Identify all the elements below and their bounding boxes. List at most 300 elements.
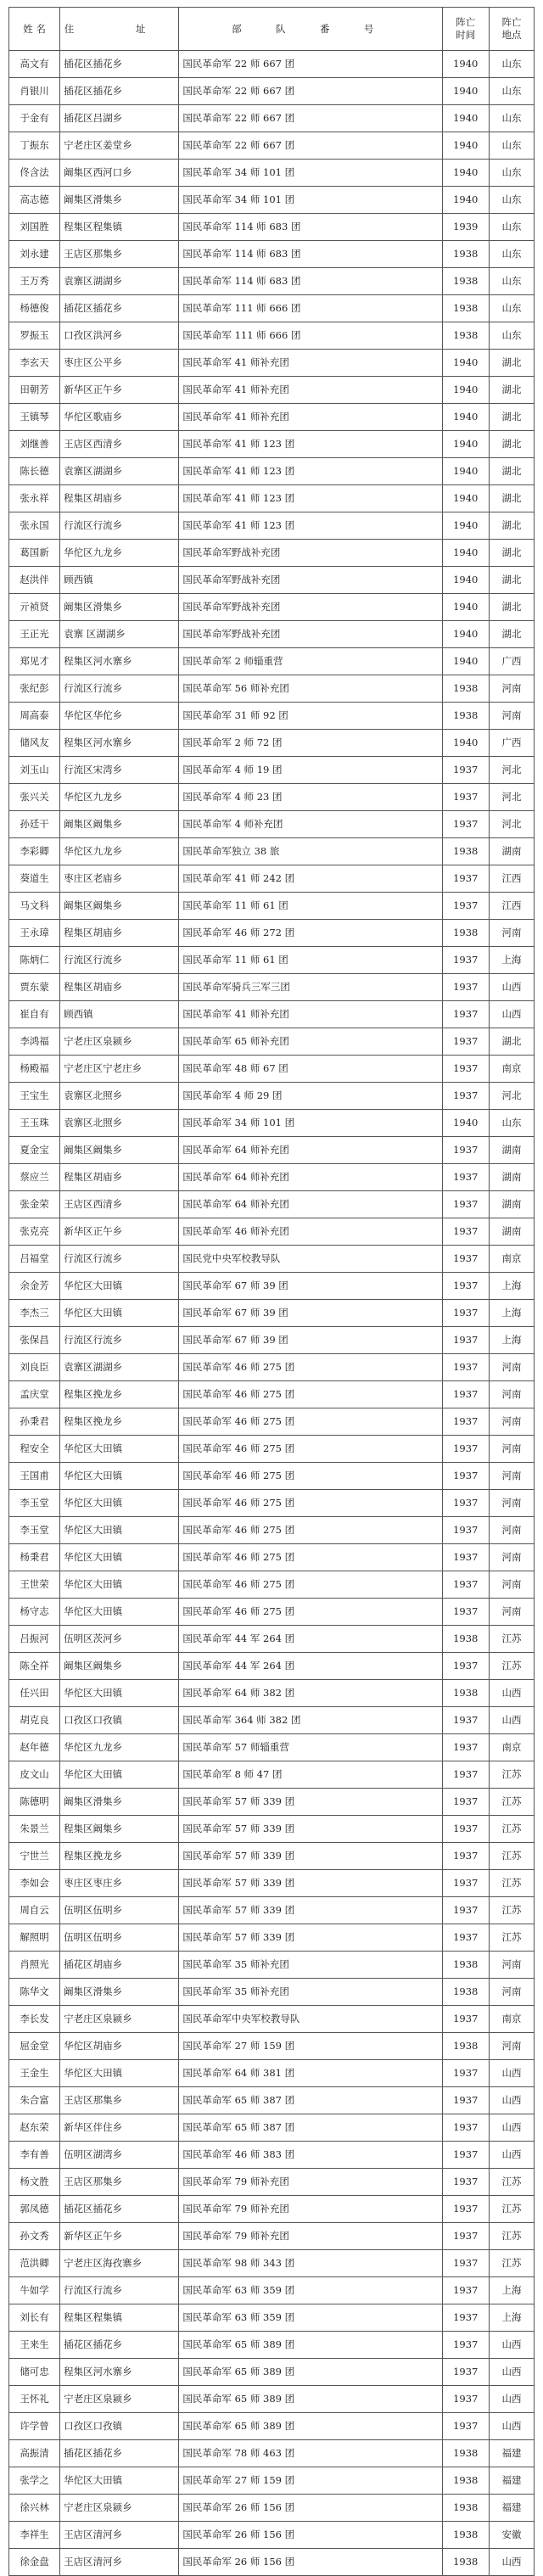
cell-death-year: 1937 (442, 1734, 489, 1761)
cell-name: 陈炳仁 (9, 947, 60, 974)
cell-unit: 国民革命军 11 师 61 团 (179, 947, 442, 974)
cell-death-place: 江苏 (489, 1761, 534, 1789)
cell-death-place: 湖南 (489, 1191, 534, 1218)
cell-name: 张保昌 (9, 1327, 60, 1354)
cell-unit: 国民革命军 46 师 275 团 (179, 1571, 442, 1599)
cell-name: 贾东蒙 (9, 974, 60, 1001)
cell-name: 李彩卿 (9, 838, 60, 865)
cell-unit: 国民革命军 111 师 666 团 (179, 295, 442, 322)
cell-death-year: 1937 (442, 2332, 489, 2359)
cell-death-place: 山西 (489, 974, 534, 1001)
cell-unit: 国民革命军 2 师 72 团 (179, 730, 442, 757)
cell-death-place: 河南 (489, 1436, 534, 1463)
cell-death-place: 福建 (489, 2495, 534, 2522)
cell-address: 程集区阚集乡 (60, 1816, 179, 1843)
cell-death-year: 1940 (442, 730, 489, 757)
cell-address: 阚集区西河口乡 (60, 160, 179, 187)
cell-name: 吕振河 (9, 1626, 60, 1653)
cell-death-year: 1937 (442, 1924, 489, 1952)
cell-unit: 国民革命军 67 师 39 团 (179, 1300, 442, 1327)
cell-unit: 国民革命军 78 师 463 团 (179, 2440, 442, 2467)
cell-address: 新华区正午乡 (60, 2223, 179, 2250)
cell-name: 徐金盘 (9, 2549, 60, 2576)
table-row (9, 920, 535, 947)
table-row (9, 2060, 535, 2087)
cell-name: 杨德俊 (9, 295, 60, 322)
cell-unit: 国民革命军 46 师 275 团 (179, 1381, 442, 1408)
cell-death-year: 1938 (442, 920, 489, 947)
table-row (9, 2413, 535, 2440)
cell-death-place: 湖北 (489, 458, 534, 485)
table-row (9, 1381, 535, 1408)
cell-death-year: 1937 (442, 1381, 489, 1408)
cell-name: 葵道生 (9, 865, 60, 893)
cell-name: 高振清 (9, 2440, 60, 2467)
cell-death-year: 1937 (442, 2006, 489, 2033)
cell-death-year: 1937 (442, 1789, 489, 1816)
table-row (9, 1218, 535, 1246)
cell-unit: 国民革命军 41 师 242 团 (179, 865, 442, 893)
table-row (9, 1544, 535, 1571)
cell-unit: 国民革命军 63 师 359 团 (179, 2304, 442, 2332)
cell-death-place: 江苏 (489, 1897, 534, 1924)
cell-death-place: 湖北 (489, 1028, 534, 1056)
cell-death-year: 1938 (442, 1979, 489, 2006)
cell-unit: 国民革命军 35 师补充团 (179, 1979, 442, 2006)
cell-death-place: 河南 (489, 1490, 534, 1517)
cell-address: 阚集区阚集乡 (60, 811, 179, 838)
table-row (9, 377, 535, 404)
cell-death-place: 广西 (489, 730, 534, 757)
cell-address: 枣庄区公平乡 (60, 350, 179, 377)
cell-death-year: 1938 (442, 2549, 489, 2576)
table-row (9, 1191, 535, 1218)
cell-address: 华佗区九龙乡 (60, 784, 179, 811)
table-row (9, 2277, 535, 2304)
cell-death-year: 1937 (442, 811, 489, 838)
cell-death-year: 1938 (442, 1680, 489, 1707)
cell-address: 阚集区滑集乡 (60, 594, 179, 621)
cell-name: 皮文山 (9, 1761, 60, 1789)
table-row (9, 1028, 535, 1056)
cell-name: 刘长有 (9, 2304, 60, 2332)
cell-name: 王宝生 (9, 1083, 60, 1110)
cell-unit: 国民革命军 79 师补充团 (179, 2196, 442, 2223)
cell-name: 亓祯贤 (9, 594, 60, 621)
cell-name: 刘永建 (9, 241, 60, 268)
cell-death-year: 1938 (442, 295, 489, 322)
cell-address: 伍明区茨河乡 (60, 1626, 179, 1653)
cell-death-place: 山东 (489, 1110, 534, 1137)
cell-address: 插花区插花乡 (60, 78, 179, 105)
cell-address: 华佗区大田镇 (60, 2060, 179, 2087)
table-row (9, 2142, 535, 2169)
cell-death-place: 河南 (489, 1408, 534, 1436)
cell-address: 程集区河水寨乡 (60, 648, 179, 675)
cell-name: 储风友 (9, 730, 60, 757)
cell-address: 行流区行流乡 (60, 1327, 179, 1354)
cell-name: 马文科 (9, 893, 60, 920)
table-row (9, 2440, 535, 2467)
cell-unit: 国民革命军野战补充团 (179, 567, 442, 594)
cell-address: 插花区插花乡 (60, 2196, 179, 2223)
cell-name: 赵东荣 (9, 2114, 60, 2142)
cell-death-place: 山西 (489, 2114, 534, 2142)
cell-death-place: 河南 (489, 1354, 534, 1381)
cell-address: 程集区挽龙乡 (60, 1408, 179, 1436)
cell-name: 王玉珠 (9, 1110, 60, 1137)
cell-death-place: 河北 (489, 784, 534, 811)
cell-unit: 国民革命军 57 师 339 团 (179, 1789, 442, 1816)
cell-address: 华佗区大田镇 (60, 1599, 179, 1626)
cell-death-place: 山西 (489, 2142, 534, 2169)
table-row (9, 1626, 535, 1653)
cell-death-place: 山东 (489, 78, 534, 105)
table-row (9, 540, 535, 567)
cell-death-year: 1939 (442, 214, 489, 241)
cell-death-place: 江苏 (489, 2250, 534, 2277)
cell-unit: 国民革命军 22 师 667 团 (179, 132, 442, 160)
cell-unit: 国民革命军 41 师补充团 (179, 350, 442, 377)
cell-death-place: 上海 (489, 2304, 534, 2332)
cell-name: 夏金宝 (9, 1137, 60, 1164)
table-row (9, 2006, 535, 2033)
cell-address: 王店区那集乡 (60, 2169, 179, 2196)
cell-death-place: 江苏 (489, 2196, 534, 2223)
cell-address: 阚集区阚集乡 (60, 893, 179, 920)
cell-address: 宁老庄区泉颍乡 (60, 1028, 179, 1056)
table-row (9, 1110, 535, 1137)
cell-death-year: 1937 (442, 1083, 489, 1110)
cell-unit: 国民革命军 98 师 343 团 (179, 2250, 442, 2277)
cell-address: 插花区胡庙乡 (60, 1952, 179, 1979)
table-row (9, 594, 535, 621)
cell-name: 刘国胜 (9, 214, 60, 241)
cell-unit: 国民革命军 46 师 275 团 (179, 1490, 442, 1517)
cell-address: 伍明区湖湾乡 (60, 2142, 179, 2169)
cell-death-place: 河南 (489, 675, 534, 703)
table-row (9, 838, 535, 865)
cell-death-year: 1937 (442, 1707, 489, 1734)
cell-unit: 国民革命军 57 师 339 团 (179, 1870, 442, 1897)
cell-death-place: 河南 (489, 1979, 534, 2006)
cell-name: 陈全祥 (9, 1653, 60, 1680)
cell-unit: 国民革命军 65 师 387 团 (179, 2087, 442, 2114)
cell-death-place: 湖北 (489, 540, 534, 567)
cell-death-place: 河北 (489, 811, 534, 838)
cell-death-year: 1940 (442, 1110, 489, 1137)
cell-unit: 国民革命军 8 师 47 团 (179, 1761, 442, 1789)
cell-address: 伍明区伍明乡 (60, 1897, 179, 1924)
cell-name: 郭凤德 (9, 2196, 60, 2223)
cell-unit: 国民革命军 41 师补充团 (179, 377, 442, 404)
cell-address: 宁老庄区泉颍乡 (60, 2006, 179, 2033)
cell-death-year: 1937 (442, 1354, 489, 1381)
cell-name: 葛国新 (9, 540, 60, 567)
cell-death-place: 山东 (489, 214, 534, 241)
table-row (9, 2467, 535, 2495)
cell-death-place: 湖南 (489, 1218, 534, 1246)
cell-address: 口孜区口孜镇 (60, 1707, 179, 1734)
cell-address: 程集区程集镇 (60, 214, 179, 241)
cell-name: 刘良臣 (9, 1354, 60, 1381)
cell-address: 华佗区胡庙乡 (60, 2033, 179, 2060)
cell-address: 华佗区九龙乡 (60, 838, 179, 865)
cell-death-place: 江苏 (489, 1816, 534, 1843)
cell-address: 插花区插花乡 (60, 295, 179, 322)
cell-death-year: 1938 (442, 675, 489, 703)
cell-unit: 国民革命军 26 师 156 团 (179, 2522, 442, 2549)
cell-unit: 国民革命军 65 师 389 团 (179, 2386, 442, 2413)
cell-death-year: 1940 (442, 512, 489, 540)
table-row (9, 757, 535, 784)
cell-death-year: 1938 (442, 703, 489, 730)
cell-death-year: 1937 (442, 1544, 489, 1571)
cell-death-place: 福建 (489, 2467, 534, 2495)
cell-address: 华佗区大田镇 (60, 1544, 179, 1571)
cell-name: 赵洪伴 (9, 567, 60, 594)
cell-death-place: 山西 (489, 2060, 534, 2087)
table-row (9, 2114, 535, 2142)
cell-address: 袁寨区北照乡 (60, 1110, 179, 1137)
table-row (9, 1761, 535, 1789)
cell-death-year: 1937 (442, 1137, 489, 1164)
table-row (9, 865, 535, 893)
cell-death-year: 1940 (442, 458, 489, 485)
cell-name: 张永国 (9, 512, 60, 540)
cell-death-place: 山东 (489, 268, 534, 295)
table-row (9, 1843, 535, 1870)
cell-death-year: 1937 (442, 2277, 489, 2304)
table-row (9, 893, 535, 920)
cell-name: 孙廷干 (9, 811, 60, 838)
cell-death-year: 1937 (442, 2304, 489, 2332)
table-row (9, 1327, 535, 1354)
cell-death-year: 1937 (442, 784, 489, 811)
cell-address: 宁老庄区泉颍乡 (60, 2495, 179, 2522)
cell-death-place: 江苏 (489, 2169, 534, 2196)
cell-unit: 国民革命军 34 师 101 团 (179, 160, 442, 187)
cell-name: 李长发 (9, 2006, 60, 2033)
cell-unit: 国民革命军 57 师 339 团 (179, 1924, 442, 1952)
cell-death-year: 1938 (442, 2522, 489, 2549)
cell-death-place: 山东 (489, 187, 534, 214)
cell-death-year: 1937 (442, 1870, 489, 1897)
cell-death-place: 河南 (489, 1599, 534, 1626)
table-row (9, 1164, 535, 1191)
cell-death-place: 湖南 (489, 1137, 534, 1164)
cell-address: 王店区那集乡 (60, 241, 179, 268)
cell-death-year: 1938 (442, 1626, 489, 1653)
table-row (9, 431, 535, 458)
cell-death-place: 湖北 (489, 350, 534, 377)
cell-name: 蔡应兰 (9, 1164, 60, 1191)
cell-address: 程集区胡庙乡 (60, 1164, 179, 1191)
cell-death-place: 江西 (489, 893, 534, 920)
cell-name: 张学之 (9, 2467, 60, 2495)
cell-name: 杨文胜 (9, 2169, 60, 2196)
cell-death-year: 1940 (442, 160, 489, 187)
table-row (9, 1273, 535, 1300)
cell-unit: 国民革命军 26 师 156 团 (179, 2495, 442, 2522)
cell-address: 顾西镇 (60, 567, 179, 594)
cell-unit: 国民革命军 41 师 123 团 (179, 512, 442, 540)
cell-unit: 国民革命军 27 师 159 团 (179, 2467, 442, 2495)
cell-name: 杨守志 (9, 1599, 60, 1626)
table-row (9, 1870, 535, 1897)
cell-address: 袁寨区北照乡 (60, 1083, 179, 1110)
cell-address: 行流区行流乡 (60, 947, 179, 974)
cell-unit: 国民革命军 65 师补充团 (179, 1028, 442, 1056)
table-row (9, 1734, 535, 1761)
cell-death-year: 1937 (442, 2114, 489, 2142)
table-row (9, 1056, 535, 1083)
table-row (9, 1490, 535, 1517)
cell-address: 行流区行流乡 (60, 512, 179, 540)
cell-death-year: 1940 (442, 648, 489, 675)
cell-death-place: 山西 (489, 1707, 534, 1734)
cell-address: 行流区行流乡 (60, 2277, 179, 2304)
table-body (9, 51, 535, 2576)
cell-address: 行流区行流乡 (60, 1246, 179, 1273)
cell-death-year: 1937 (442, 2250, 489, 2277)
cell-address: 阚集区滑集乡 (60, 1789, 179, 1816)
cell-death-place: 山东 (489, 132, 534, 160)
cell-address: 华佗区大田镇 (60, 1571, 179, 1599)
cell-unit: 国民革命军 22 师 667 团 (179, 105, 442, 132)
table-row (9, 512, 535, 540)
table-row (9, 1707, 535, 1734)
cell-name: 解照明 (9, 1924, 60, 1952)
table-row (9, 160, 535, 187)
cell-name: 崔自有 (9, 1001, 60, 1028)
cell-death-place: 上海 (489, 1300, 534, 1327)
cell-death-year: 1940 (442, 594, 489, 621)
cell-unit: 国民革命军 44 军 264 团 (179, 1653, 442, 1680)
cell-unit: 国民革命军 64 师 382 团 (179, 1680, 442, 1707)
cell-address: 王店区清河乡 (60, 2522, 179, 2549)
cell-death-year: 1937 (442, 757, 489, 784)
cell-name: 高文有 (9, 51, 60, 78)
casualty-roster-table (8, 7, 535, 2576)
cell-address: 华佗区大田镇 (60, 1300, 179, 1327)
cell-name: 郑见才 (9, 648, 60, 675)
cell-death-year: 1937 (442, 1246, 489, 1273)
cell-unit: 国民革命军 46 师 275 团 (179, 1463, 442, 1490)
table-row (9, 1246, 535, 1273)
cell-death-year: 1938 (442, 268, 489, 295)
cell-death-year: 1940 (442, 51, 489, 78)
cell-death-year: 1940 (442, 78, 489, 105)
cell-unit: 国民革命军 34 师 101 团 (179, 1110, 442, 1137)
cell-death-place: 湖南 (489, 1164, 534, 1191)
cell-name: 李玄天 (9, 350, 60, 377)
cell-address: 程集区挽龙乡 (60, 1843, 179, 1870)
cell-death-place: 河南 (489, 703, 534, 730)
cell-address: 华佗区大田镇 (60, 2467, 179, 2495)
cell-death-year: 1937 (442, 1056, 489, 1083)
cell-death-year: 1937 (442, 1490, 489, 1517)
cell-address: 华佗区九龙乡 (60, 540, 179, 567)
cell-name: 陈华文 (9, 1979, 60, 2006)
table-row (9, 1001, 535, 1028)
cell-unit: 国民革命军 46 师 275 团 (179, 1408, 442, 1436)
table-row (9, 1897, 535, 1924)
cell-unit: 国民革命军 41 师 123 团 (179, 431, 442, 458)
cell-address: 插花区插花乡 (60, 2440, 179, 2467)
table-row (9, 2522, 535, 2549)
cell-name: 肖银川 (9, 78, 60, 105)
cell-name: 杨秉君 (9, 1544, 60, 1571)
cell-death-year: 1940 (442, 540, 489, 567)
cell-death-place: 江苏 (489, 1870, 534, 1897)
cell-address: 王店区西清乡 (60, 1191, 179, 1218)
cell-unit: 国民革命军 22 师 667 团 (179, 51, 442, 78)
cell-address: 程集区挽龙乡 (60, 1381, 179, 1408)
cell-death-year: 1937 (442, 947, 489, 974)
cell-death-place: 湖北 (489, 431, 534, 458)
cell-death-year: 1937 (442, 1517, 489, 1544)
cell-death-year: 1937 (442, 1327, 489, 1354)
cell-name: 张金荣 (9, 1191, 60, 1218)
table-row (9, 1816, 535, 1843)
cell-death-year: 1937 (442, 1816, 489, 1843)
cell-death-year: 1937 (442, 1164, 489, 1191)
cell-death-year: 1937 (442, 2386, 489, 2413)
cell-address: 华佗区大田镇 (60, 1490, 179, 1517)
cell-death-year: 1938 (442, 2467, 489, 2495)
table-row (9, 621, 535, 648)
cell-address: 程集区河水寨乡 (60, 730, 179, 757)
cell-address: 宁老庄区海孜寨乡 (60, 2250, 179, 2277)
cell-address: 程集区胡庙乡 (60, 974, 179, 1001)
cell-death-place: 河南 (489, 1517, 534, 1544)
cell-death-place: 江苏 (489, 1924, 534, 1952)
table-row (9, 730, 535, 757)
cell-death-place: 山西 (489, 2386, 534, 2413)
cell-name: 张纪彭 (9, 675, 60, 703)
table-row (9, 811, 535, 838)
table-row (9, 2304, 535, 2332)
cell-address: 口孜区口孜镇 (60, 2413, 179, 2440)
cell-unit: 国民革命军 64 师补充团 (179, 1164, 442, 1191)
cell-address: 宁老庄区姜堂乡 (60, 132, 179, 160)
cell-unit: 国民革命军 64 师补充团 (179, 1137, 442, 1164)
cell-address: 王店区那集乡 (60, 2087, 179, 2114)
cell-unit: 国民党中央军校教导队 (179, 1246, 442, 1273)
cell-unit: 国民革命军 46 师 272 团 (179, 920, 442, 947)
cell-unit: 国民革命军 67 师 39 团 (179, 1273, 442, 1300)
cell-unit: 国民革命军 111 师 666 团 (179, 322, 442, 350)
cell-name: 许学曾 (9, 2413, 60, 2440)
cell-unit: 国民革命军 79 师补充团 (179, 2169, 442, 2196)
cell-name: 张克亮 (9, 1218, 60, 1246)
header-address: 住 址 (60, 8, 179, 51)
table-row (9, 1463, 535, 1490)
cell-address: 行流区宋湾乡 (60, 757, 179, 784)
cell-death-year: 1940 (442, 187, 489, 214)
cell-address: 王店区西清乡 (60, 431, 179, 458)
cell-name: 佟含法 (9, 160, 60, 187)
table-row (9, 567, 535, 594)
table-row (9, 2169, 535, 2196)
cell-name: 李玉堂 (9, 1490, 60, 1517)
cell-death-place: 山西 (489, 1680, 534, 1707)
cell-unit: 国民革命军 26 师 156 团 (179, 2549, 442, 2576)
cell-unit: 国民革命军野战补充团 (179, 540, 442, 567)
cell-unit: 国民革命军 22 师 667 团 (179, 78, 442, 105)
table-row (9, 187, 535, 214)
